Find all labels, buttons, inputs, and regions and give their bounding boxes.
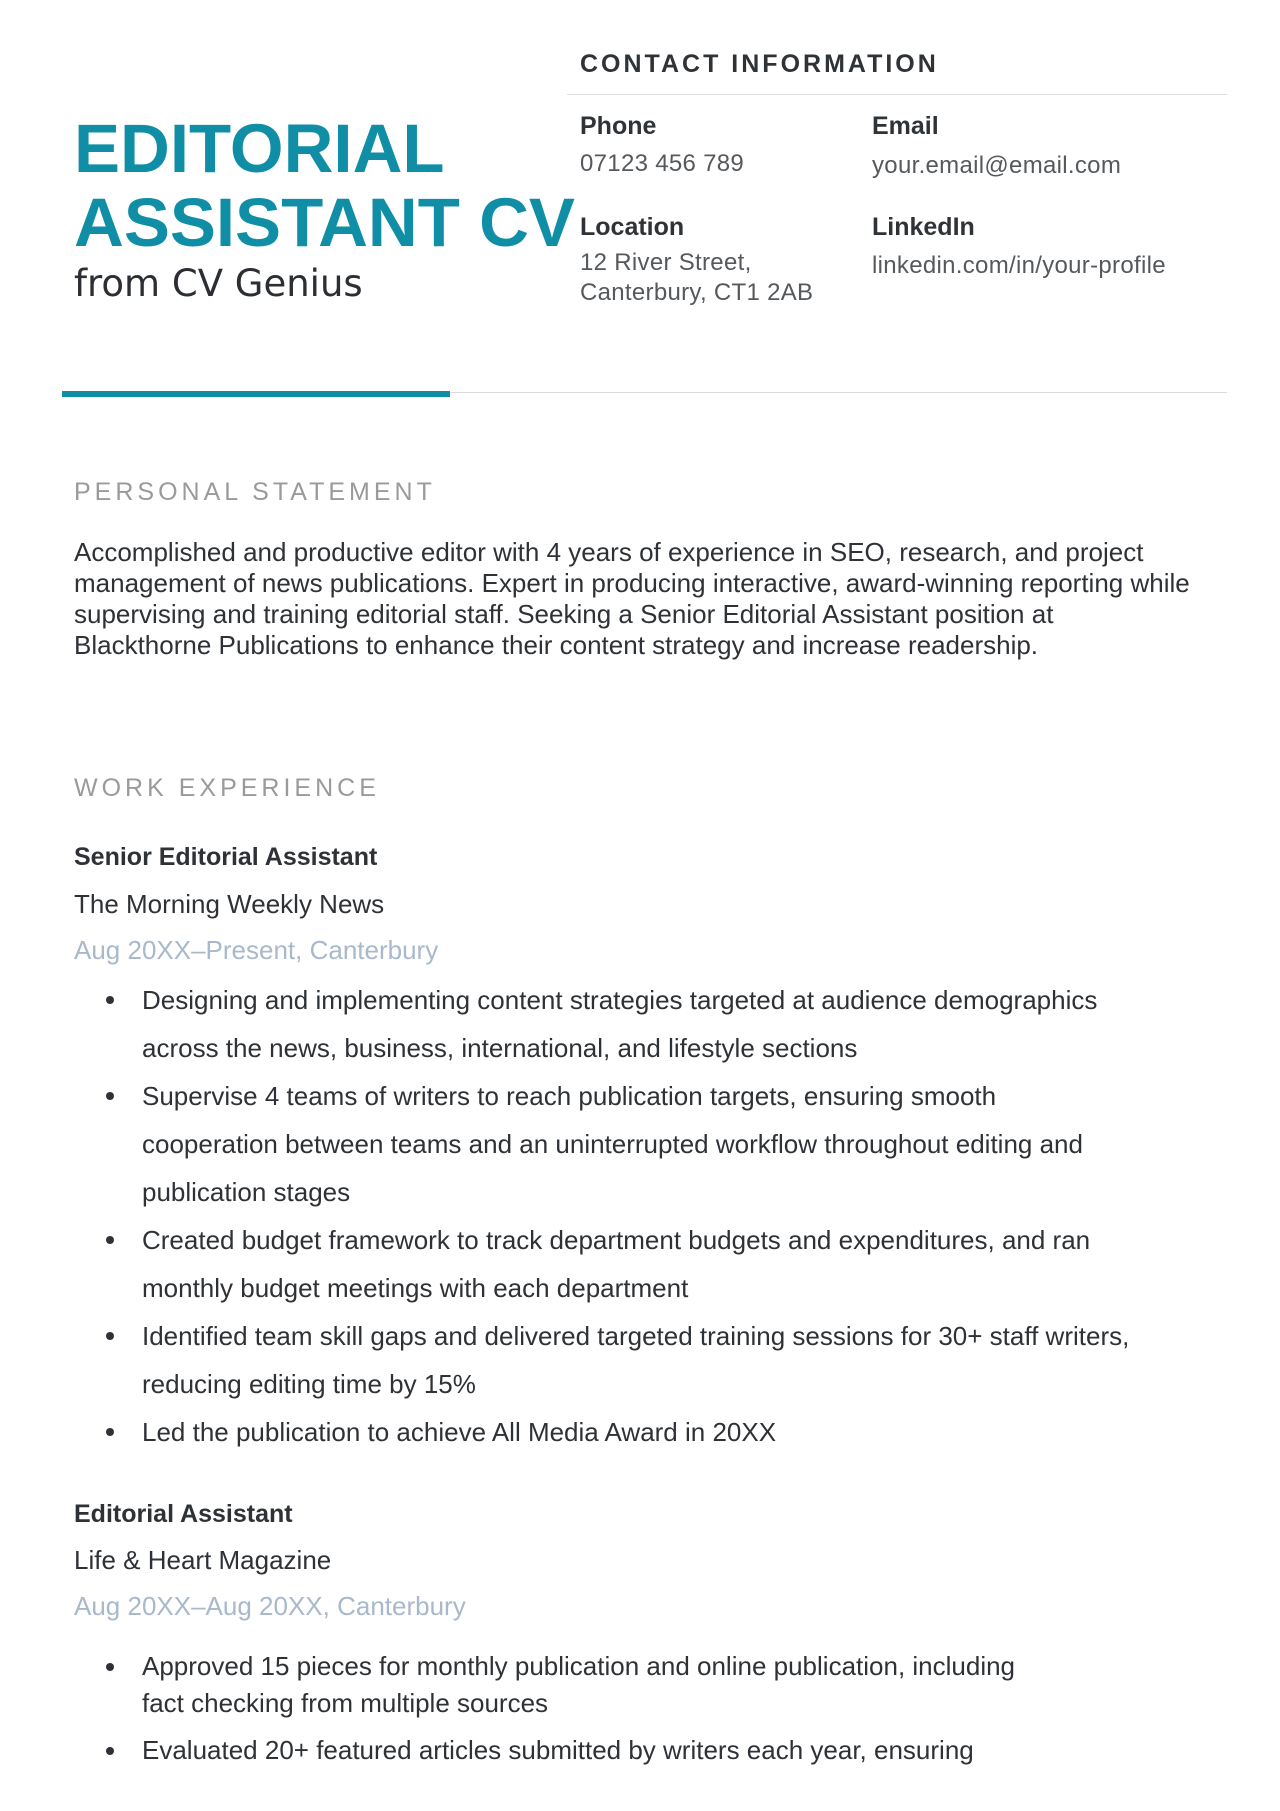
job-bullet-list [74, 1648, 1034, 1779]
linkedin-label: LinkedIn [872, 213, 975, 241]
list-item: Evaluated 20+ featured articles submitted by writers each year, ensuring [74, 1732, 1034, 1769]
location-line-2: Canterbury, CT1 2AB [580, 279, 814, 306]
list-item: Created budget framework to track department budgets and expenditures, and ran monthly budget meetings with each department [74, 1216, 1134, 1312]
phone-value: 07123 456 789 [580, 150, 745, 177]
list-item: Supervise 4 teams of writers to reach publication targets, ensuring smooth cooperation between teams and an uninterrupted workflow throughout editing and publication stages [74, 1072, 1134, 1216]
email-value: your.email@email.com [872, 152, 1122, 179]
cv-subtitle: from CV Genius [74, 262, 363, 305]
personal-statement-heading: PERSONAL STATEMENT [74, 478, 436, 506]
job-company: Life & Heart Magazine [74, 1545, 332, 1575]
list-item: Identified team skill gaps and delivered targeted training sessions for 30+ staff writers, reducing editing time by 15% [74, 1312, 1134, 1408]
job-title: Editorial Assistant [74, 1500, 293, 1528]
contact-divider [567, 94, 1227, 95]
phone-label: Phone [580, 112, 657, 140]
contact-heading: CONTACT INFORMATION [580, 50, 939, 78]
job-dates: Aug 20XX–Aug 20XX, Canterbury [74, 1591, 466, 1621]
list-item: Designing and implementing content strategies targeted at audience demographics across the news, business, international, and lifestyle sections [74, 976, 1134, 1072]
job-company: The Morning Weekly News [74, 889, 385, 919]
location-label: Location [580, 213, 685, 241]
list-item: Approved 15 pieces for monthly publication and online publication, including fact checking from multiple sources [74, 1648, 1034, 1722]
location-line-1: 12 River Street, [580, 249, 752, 276]
header-accent-bar [62, 391, 450, 397]
list-item: Led the publication to achieve All Media Award in 20XX [74, 1408, 1134, 1456]
cv-title-line-1: EDITORIAL [74, 110, 445, 187]
job-bullet-list [74, 976, 1134, 1456]
work-experience-heading: WORK EXPERIENCE [74, 774, 380, 802]
linkedin-value: linkedin.com/in/your-profile [872, 252, 1166, 279]
job-title: Senior Editorial Assistant [74, 843, 378, 871]
job-dates: Aug 20XX–Present, Canterbury [74, 935, 439, 965]
personal-statement-text: Accomplished and productive editor with 4 years of experience in SEO, research, and project management of news publications. Expert in producing interactive, award-winning reporting while supervising and training editorial staff. Seeking a Senior Editorial Assistant position at Blackthorne Publications to enhance their content strategy and increase readership. [74, 537, 1190, 660]
email-label: Email [872, 112, 939, 140]
cv-title-line-2: ASSISTANT CV [74, 184, 575, 261]
